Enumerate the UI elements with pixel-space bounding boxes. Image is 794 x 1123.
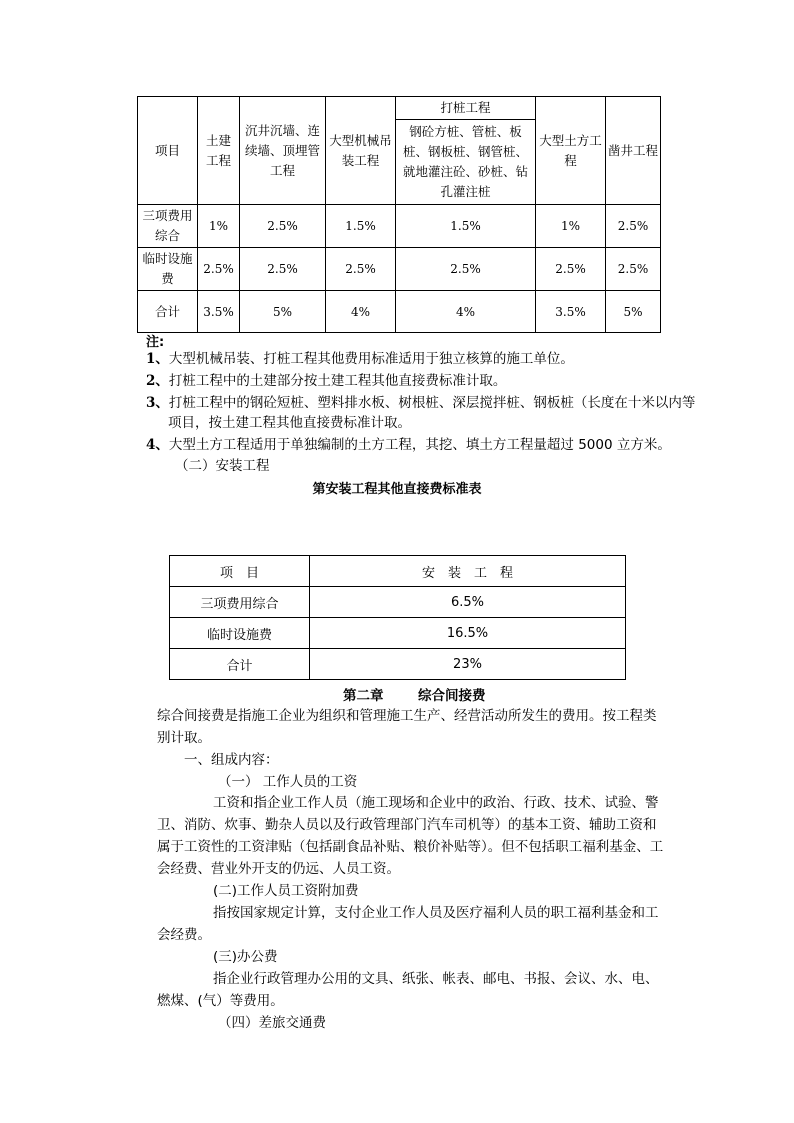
note-item [146,349,676,369]
paragraph-line: 指企业行政管理办公用的文具、纸张、帐表、邮电、书报、会议、水、电、 [213,971,659,987]
header-piling-group: 打桩工程 [396,97,536,120]
cell: 4% [326,291,396,333]
note-item [146,371,676,391]
cell: 2.5% [396,248,536,291]
note-text: 大型机械吊装、打桩工程其他费用标准适用于独立核算的施工单位。 [168,351,574,367]
cell: 5% [606,291,661,333]
paragraph-line: 燃煤、(气）等费用。 [157,993,284,1009]
chapter-number: 第二章 [343,688,384,704]
section-install-heading: （二）安装工程 [175,458,270,474]
note-item [146,435,686,455]
paragraph-line: 会经费、营业外开支的仍远、人员工资。 [157,861,400,877]
subsection-heading: （一） 工作人员的工资 [218,774,358,790]
subsection-heading: (二)工作人员工资附加费 [213,883,359,899]
note-number: 4、 [146,437,169,453]
cell: 6.5% [310,587,626,618]
cell: 4% [396,291,536,333]
header-earthwork: 大型土方工程 [536,97,606,205]
table2-title: 第安装工程其他直接费标准表 [312,482,482,497]
paragraph-line: 会经费。 [157,927,211,943]
cell: 1% [198,205,240,248]
cell: 2.5% [606,248,661,291]
row-label: 合计 [170,649,310,680]
header-piling-detail: 钢砼方桩、管桩、板桩、钢板桩、钢管桩、就地灌注砼、砂桩、钻孔灌注桩 [396,120,536,205]
cell: 2.5% [326,248,396,291]
cell: 2.5% [198,248,240,291]
row-label: 三项费用综合 [170,587,310,618]
note-item [146,393,698,433]
cell: 16.5% [310,618,626,649]
cell: 2.5% [536,248,606,291]
header-item: 项目 [138,97,198,205]
note-text: 大型土方工程适用于单独编制的土方工程，其挖、填土方工程量超过 5000 立方米。 [168,437,671,453]
cell: 2.5% [240,248,326,291]
cell: 3.5% [536,291,606,333]
row-label: 合计 [138,291,198,333]
cell: 1.5% [396,205,536,248]
header-crane: 大型机械吊装工程 [326,97,396,205]
header-civil: 土建工程 [198,97,240,205]
header-caisson: 沉井沉墙、连续墙、顶埋管工程 [240,97,326,205]
cell: 2.5% [606,205,661,248]
header-well: 凿井工程 [606,97,661,205]
paragraph-line: 卫、消防、炊事、勤杂人员以及行政管理部门汽车司机等）的基本工资、辅助工资和 [157,817,657,833]
subsection-heading: （四）差旅交通费 [218,1015,326,1031]
cell: 23% [310,649,626,680]
cell: 2.5% [240,205,326,248]
paragraph-line: 属于工资性的工资津贴（包括副食品补贴、粮价补贴等）。但不包括职工福利基金、工 [157,839,664,855]
section-heading: 一、组成内容： [184,752,279,768]
note-text: 打桩工程中的钢砼短桩、塑料排水板、树根桩、深层搅拌桩、钢板桩（长度在十米以内等项目，按土建工程其他直接费标准计取。 [168,395,696,431]
note-number: 2、 [146,373,169,389]
header-item: 项 目 [170,556,310,587]
other-direct-fee-table [137,96,661,333]
cell: 1% [536,205,606,248]
note-text: 打桩工程中的土建部分按土建工程其他直接费标准计取。 [168,373,507,389]
header-install: 安 装 工 程 [310,556,626,587]
note-number: 1、 [146,351,169,367]
paragraph-line: 综合间接费是指施工企业为组织和管理施工生产、经营活动所发生的费用。按工程类 [157,708,657,724]
cell: 1.5% [326,205,396,248]
cell: 5% [240,291,326,333]
paragraph-line: 别计取。 [157,730,211,746]
paragraph-line: 工资和指企业工作人员（施工现场和企业中的政治、行政、技术、试验、警 [213,795,659,811]
subsection-heading: (三)办公费 [213,949,278,965]
install-fee-table [169,555,626,680]
cell: 3.5% [198,291,240,333]
row-label: 三项费用综合 [138,205,198,248]
paragraph-line: 指按国家规定计算，支付企业工作人员及医疗福利人员的职工福利基金和工 [213,905,659,921]
notes-title: 注: [146,335,165,350]
row-label: 临时设施费 [138,248,198,291]
note-number: 3、 [146,395,169,411]
chapter-title: 综合间接费 [418,688,486,704]
row-label: 临时设施费 [170,618,310,649]
